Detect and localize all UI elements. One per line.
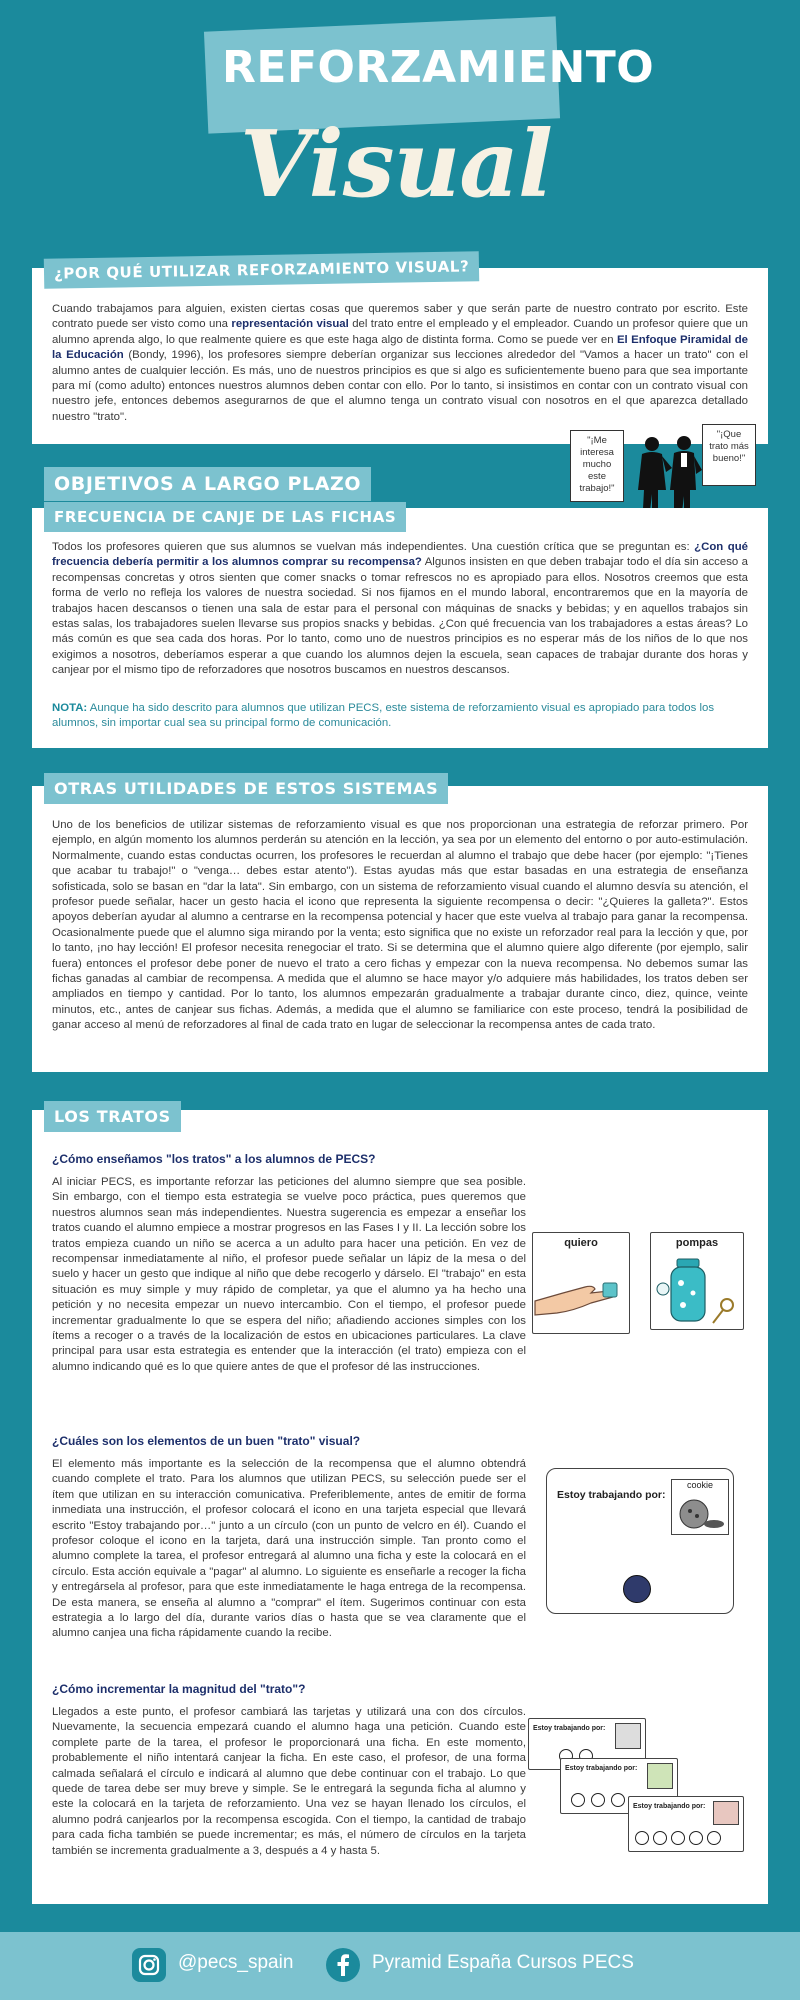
facebook-page-name[interactable]: Pyramid España Cursos PECS xyxy=(372,1952,634,1973)
deals-question-2: ¿Cuáles son los elementos de un buen "trato" visual? xyxy=(52,1434,361,1448)
other-uses-panel xyxy=(32,786,768,1072)
mini-card-circle xyxy=(653,1831,667,1845)
token-card-label: Estoy trabajando por: xyxy=(557,1489,666,1501)
mini-card-label-2: Estoy trabajando por: xyxy=(565,1765,638,1772)
mini-card-label-3: Estoy trabajando por: xyxy=(633,1803,706,1810)
facebook-icon[interactable] xyxy=(326,1948,360,1982)
card-label-quiero: quiero xyxy=(564,1237,598,1249)
why-panel xyxy=(32,268,768,444)
mini-card-circle xyxy=(671,1831,685,1845)
goals-heading-1: OBJETIVOS A LARGO PLAZO xyxy=(44,467,371,501)
instagram-icon[interactable] xyxy=(132,1948,166,1982)
goals-panel xyxy=(32,508,768,748)
title-block xyxy=(200,20,655,250)
title-line-1: REFORZAMIENTO xyxy=(222,42,655,93)
mini-card-circle xyxy=(571,1793,585,1807)
deals-question-3: ¿Cómo incrementar la magnitud del "trato"? xyxy=(52,1682,306,1696)
reward-label: cookie xyxy=(686,1480,713,1490)
goals-heading-2: FRECUENCIA DE CANJE DE LAS FICHAS xyxy=(44,502,406,532)
deals-answer-2: El elemento más importante es la selección de la recompensa que el alumno obtendrá cuando complete el trato. Para los alumnos que utilizan PECS, su selección puede ser el ítem que utilizan en su interacción comunicativa. Preferiblemente, antes de emitir de forma inmediata una instrucción, el profesor colocará el icono en una tarjeta especial que llevará escrito "Estoy trabajando por…" junto a un círculo (con un punto de velcro en él). Cuando el profesor coloque el icono en la tarjeta, dará una instrucción simple. Tan pronto como el alumno complete la tarea, el profesor entregará al alumno una ficha y este la colocará en el círculo. Esta acción equivale a "pagar" al alumno. Lo siguiente es enseñarle a recoger la ficha y entregársela al profesor, para que este inmediatamente le haga entrega de la recompensa. De esta manera, se enseña al alumno a "comprar" el ítem. Sugerimos continuar con esta estrategia a lo largo del día, durante varios días o hasta que se vea claramente que el alumno canjea una ficha rápidamente cuando la recibe. xyxy=(52,1458,526,1640)
mini-card-circle xyxy=(689,1831,703,1845)
mini-card-icon-3 xyxy=(713,1801,739,1825)
deals-heading: LOS TRATOS xyxy=(44,1101,181,1132)
mini-card-circle xyxy=(635,1831,649,1845)
cookie-jar-icon xyxy=(672,1492,728,1534)
pecs-card-pompas xyxy=(650,1232,744,1330)
deals-answer-1: Al iniciar PECS, es importante reforzar las peticiones del alumno siempre que sea posible. Sin embargo, con el tiempo esta estrategia se vuelve poco práctica, pues queremos que nuestros alumnos sean más independientes. Nuestra sugerencia es empezar a enseñar los tratos cuando el alumno empiece a mostrar progresos en las Fases I y II. La lección sobre los tratos empieza cuando un niño se acerca a un adulto para hacer una petición. En vez de recompensar inmediatamente al niño, el profesor puede señalar un lápiz de la mesa o del suelo y hacer un gesto que indique al niño que debe recogerlo y dárselo. El "trabajo" en esta situación es muy simple y muy rápido de completar, ya que el alumno ya ha hecho una petición y no necesita empezar un nuevo intercambio. Con el tiempo, el profesor puede incrementar gradualmente lo que se espera del niño; añadiendo acciones simples con los ítems a recoger o a través de la localización de estos en ubicaciones particulares. La clave principal para usar esta estrategia es entender que la interacción (el trato) empieza con el alumno indicando qué es lo que quiere antes de que el profesor dé las instrucciones. xyxy=(52,1176,526,1373)
facebook-glyph xyxy=(326,1948,360,1982)
mini-card-icon-2 xyxy=(647,1763,673,1789)
goals-note: NOTA: Aunque ha sido descrito para alumnos que utilizan PECS, este sistema de reforzamiento visual es apropiado para todos los alumnos, sin importar cual sea su principal formo de comunicación. xyxy=(52,702,715,730)
deals-answer-3: Llegados a este punto, el profesor cambiará las tarjetas y utilizará una con dos círculos. Nuevamente, la secuencia empezará cuando el alumno haga una petición. Cuando este complete parte de la tarea, el profesor le proporcionará una ficha. En este momento, probablemente el niño intentará canjear la ficha. En este caso, el profesor, de una forma calmada señalará el círculo e indicará al alumno que debe continuar con el trabajo. Lo que quede de tarea debe ser muy breve y simple. Se le entregará la segunda ficha al alumno y este la colocará en la tarjeta de reforzamiento. Una vez se hayan llenado los círculos, el alumno podrá canjearlos por la recompensa escogida. Con el tiempo, la cantidad de trabajo para cada ficha también se puede incrementar; es más, el número de círculos en la tarjeta también se incrementa gradualmente a 3, después a 4 y hasta 5. xyxy=(52,1706,526,1857)
pecs-card-quiero xyxy=(532,1232,630,1334)
token-card xyxy=(546,1468,734,1614)
goals-body: Todos los profesores quieren que sus alumnos se vuelvan más independientes. Una cuestión crítica que se preguntan es: ¿Con qué frecuencia debería permitir a los alumnos comprar su recompensa? Algunos insisten en que deben trabajar todo el día sin acceso a recompensas concretas y otros sienten que comer snacks o tomar refrescos no es apropiado para ellos. Nosotros creemos que esta forma de verlo no refleja los valores de nuestra sociedad. Si nos fijamos en el mundo laboral, encontraremos que en la mayoría de trabajos hacen descansos o tienen una sala de estar para el personal con máquinas de snacks y bebidas; y en aquellos trabajos sin estas salas, los trabajadores suelen llevarse sus propios snacks y bebidas. ¿Con qué frecuencia van los trabajadores a estas áreas? Lo más común es que sea cada dos horas. Por lo tanto, como uno de nuestros principios es no esperar más de los niños de lo que nos exigimos a nosotros, deberíamos esperar a que cuando los alumnos dejen la escuela, sean capaces de trabajar durante dos horas y canjear por el mismo tipo de reforzadores que nosotros buscamos en nuestros descansos. xyxy=(52,541,748,677)
why-heading: ¿POR QUÉ UTILIZAR REFORZAMIENTO VISUAL? xyxy=(44,251,480,289)
why-body: Cuando trabajamos para alguien, existen ciertas cosas que queremos saber y que serán parte de nuestro contrato por escrito. Este contrato puede ser visto como una representación visual del trato entre el empleado y el empleador. Cuando un profesor quiere que un alumno aprenda algo, lo que realmente quiere es que este haga algo de distinta forma. Como se puede ver en El Enfoque Piramidal de la Educación (Bondy, 1996), los profesores siempre deberían organizar sus lecciones alrededor del "Vamos a hacer un trato" con el alumno antes de cualquier lección. Es más, uno de nuestros principios es que si algo es suficientemente bueno para que sea importante para mí (como adulto) entonces nuestros alumnos deben contar con ello. Por lo tanto, si insistimos en contar con un contrato visual con nuestro jefe, entonces debemos asegurarnos de que el alumno tenga un contrato visual con nosotros en el que aparezca detallado nuestro "trato". xyxy=(52,303,749,423)
footer xyxy=(0,1932,800,2000)
mini-card-circle xyxy=(591,1793,605,1807)
speech-bubble-left: "¡Me interesa mucho este trabajo!" xyxy=(570,430,624,502)
card-label-pompas: pompas xyxy=(675,1237,719,1249)
bubbles-bottle-icon xyxy=(651,1255,743,1329)
token-circle xyxy=(623,1575,651,1603)
instagram-handle[interactable]: @pecs_spain xyxy=(178,1952,294,1973)
speech-bubble-right: "¡Que trato más bueno!" xyxy=(702,424,756,486)
deals-question-1: ¿Cómo enseñamos "los tratos" a los alumnos de PECS? xyxy=(52,1152,376,1166)
mini-card-icon-1 xyxy=(615,1723,641,1749)
other-uses-heading: OTRAS UTILIDADES DE ESTOS SISTEMAS xyxy=(44,773,448,804)
mini-card-circle xyxy=(707,1831,721,1845)
mini-card-circle xyxy=(611,1793,625,1807)
token-card-reward-icon xyxy=(671,1479,729,1535)
mini-card-label-1: Estoy trabajando por: xyxy=(533,1725,606,1732)
hand-giving-icon xyxy=(533,1257,629,1331)
instagram-glyph xyxy=(132,1948,166,1982)
title-line-2: Visual xyxy=(240,110,552,218)
deals-panel xyxy=(32,1110,768,1904)
mini-token-card-3 xyxy=(628,1796,744,1852)
other-uses-body: Uno de los beneficios de utilizar sistemas de reforzamiento visual es que nos proporcionan una estrategia de reforzar primero. Por ejemplo, en algún momento los alumnos perderán su atención en la lección, ya sea por un elemento del entorno o por auto-estimulación. Normalmente, cuando estas conductas ocurren, los profesores le recuerdan al alumno el trabajo que debe hacer (por ejemplo: "¡Tienes que acabar tu trabajo!" o "venga… debes estar atento"). Estas ayudas más que estar basadas en una estrategia de enseñanza sofisticada, solo se basan en "dar la lata". Sin embargo, con un sistema de reforzamiento visual cuando el alumno desvía su atención, el profesor puede señalar, hacer un gesto hacia el icono que representa la siguiente recompensa o decir: "¿Quieres la galleta?". Estos apoyos deberían ayudar al alumno a centrarse en la recompensa potencial y hacer que este vuelva al trabajo para ganar la recompensa. Ocasionalmente puede que el alumno siga mirando por la venta; esto significa que no existe un reforzador real para la lección y que, por lo tanto, ¡no hay lección! El profesor necesita renegociar el trato. Si se determina que el alumno quiere algo diferente (por ejemplo, salir fuera) entonces el profesor debe poner de nuevo el trato a cero fichas y empezar con la nueva recompensa. No debemos sumar las fichas ganadas al cambiar de recompensa. A medida que el alumno se hace mayor y/o adquiere más habilidades, los tratos deben ser ampliados en tiempo y cantidad. Por lo tanto, los alumnos empezarán gradualmente a trabajar durante cinco, diez, quince, veinte minutos, etc., antes de canjear sus fichas. Además, a medida que el alumno se familiarice con este proceso, tendrá la posibilidad de ganar acceso al menú de reforzadores al final de cada trato en lugar de seleccionar la recompensa antes de cada trato. xyxy=(52,819,748,1032)
